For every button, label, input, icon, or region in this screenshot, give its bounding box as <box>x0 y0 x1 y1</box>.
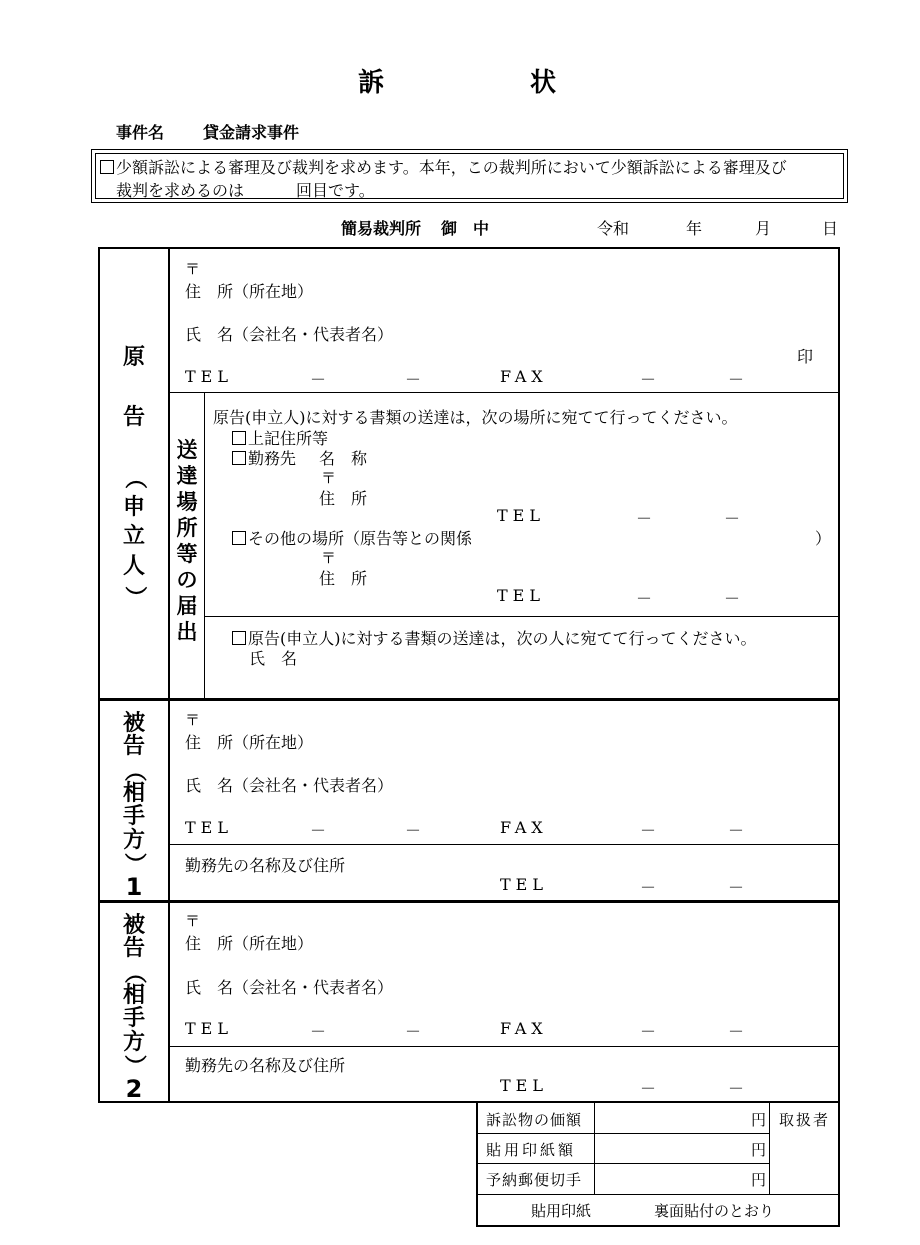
option-other-place: その他の場所（原告等との関係 <box>232 526 472 549</box>
dash: － <box>640 1079 657 1098</box>
other-tel: TEL <box>497 586 545 605</box>
dash: － <box>405 821 422 840</box>
stamp-label: 貼用印紙 <box>531 1202 592 1220</box>
fee-unit: 円 <box>751 1171 767 1189</box>
onchu-label: 御 中 <box>441 219 490 238</box>
seal-mark: 印 <box>797 347 814 366</box>
defendant1-tel: TEL <box>185 818 233 837</box>
dash: － <box>310 1022 327 1041</box>
defendant2-employer-label: 勤務先の名称及び住所 <box>185 1056 346 1075</box>
above-address-checkbox[interactable] <box>232 431 246 445</box>
dash: － <box>640 821 657 840</box>
dash: － <box>724 509 741 528</box>
defendant2-fax: FAX <box>500 1019 548 1038</box>
fee-row-claim-value: 訴訟物の価額 <box>486 1111 583 1129</box>
defendant1-side-label: 被 告 （ 相 手 方 ） 1 <box>121 711 147 902</box>
fee-unit: 円 <box>751 1111 767 1129</box>
fee-row-postage: 予納郵便切手 <box>486 1171 583 1189</box>
defendant1-fax: FAX <box>500 818 548 837</box>
year-label: 年 <box>686 219 703 238</box>
case-name-label: 事件名 <box>116 123 165 142</box>
other-postal-mark: 〒 <box>321 549 337 567</box>
defendant1-postal-mark: 〒 <box>185 711 201 729</box>
defendant2-postal-mark: 〒 <box>185 912 201 930</box>
defendant1-name-label: 氏 名（会社名・代表者名） <box>185 776 394 795</box>
plaintiff-side-label: 原 告 （ 申 立 人 ） <box>121 345 147 609</box>
month-label: 月 <box>755 219 772 238</box>
plaintiff-postal-mark: 〒 <box>185 260 201 278</box>
dash: － <box>640 878 657 897</box>
other-address-label: 住 所 <box>319 569 368 588</box>
person-name-label: 氏 名 <box>249 649 298 668</box>
dash: － <box>728 1022 745 1041</box>
dash: － <box>728 878 745 897</box>
dash: － <box>310 821 327 840</box>
handler-label: 取扱者 <box>779 1111 831 1129</box>
dash: － <box>728 1079 745 1098</box>
defendant1-employer-label: 勤務先の名称及び住所 <box>185 856 346 875</box>
dash: － <box>640 370 657 389</box>
dash: － <box>728 370 745 389</box>
option-above-address: 上記住所等 <box>232 426 328 449</box>
era-label: 令和 <box>597 219 630 238</box>
small-claims-line1: 少額訴訟による審理及び裁判を求めます。本年，この裁判所において少額訴訟による審理及び <box>100 155 787 178</box>
defendant2-tel: TEL <box>185 1019 233 1038</box>
document-title: 訴 状 <box>357 68 563 98</box>
plaintiff-name-label: 氏 名（会社名・代表者名） <box>185 325 394 344</box>
day-label: 日 <box>822 219 839 238</box>
defendant1-address-label: 住 所（所在地） <box>185 733 314 752</box>
workplace-address-label: 住 所 <box>319 489 368 508</box>
option-workplace: 勤務先 <box>232 446 296 469</box>
stamp-note: 裏面貼付のとおり <box>654 1202 775 1220</box>
plaintiff-tel: TEL <box>185 367 233 386</box>
defendant2-side-label: 被 告 （ 相 手 方 ） 2 <box>121 913 147 1104</box>
case-name-value: 貸金請求事件 <box>203 123 300 142</box>
defendant2-name-label: 氏 名（会社名・代表者名） <box>185 978 394 997</box>
court-label: 簡易裁判所 <box>341 219 422 238</box>
delivery-intro: 原告(申立人)に対する書類の送達は，次の場所に宛てて行ってください。 <box>213 408 738 427</box>
dash: － <box>724 589 741 608</box>
workplace-tel: TEL <box>497 506 545 525</box>
person-checkbox[interactable] <box>232 631 246 645</box>
other-place-close: ） <box>815 529 832 548</box>
dash: － <box>728 821 745 840</box>
delivery-place-label: 送 達 場 所 等 の 届 出 <box>176 438 198 645</box>
dash: － <box>310 370 327 389</box>
option-person: 原告(申立人)に対する書類の送達は，次の人に宛てて行ってください。 <box>232 626 757 649</box>
small-claims-checkbox[interactable] <box>100 160 114 174</box>
dash: － <box>636 589 653 608</box>
dash: － <box>636 509 653 528</box>
small-claims-line2: 裁判を求めるのは 回目です。 <box>116 181 375 200</box>
defendant1-employer-tel: TEL <box>500 875 548 894</box>
fee-row-stamp-amount: 貼用印紙額 <box>486 1141 577 1159</box>
defendant2-address-label: 住 所（所在地） <box>185 934 314 953</box>
dash: － <box>405 1022 422 1041</box>
workplace-name-label: 名 称 <box>319 449 368 468</box>
workplace-postal-mark: 〒 <box>321 469 337 487</box>
plaintiff-address-label: 住 所（所在地） <box>185 282 314 301</box>
other-place-checkbox[interactable] <box>232 531 246 545</box>
plaintiff-fax: FAX <box>500 367 548 386</box>
defendant2-employer-tel: TEL <box>500 1076 548 1095</box>
fee-unit: 円 <box>751 1141 767 1159</box>
dash: － <box>405 370 422 389</box>
workplace-checkbox[interactable] <box>232 451 246 465</box>
dash: － <box>640 1022 657 1041</box>
